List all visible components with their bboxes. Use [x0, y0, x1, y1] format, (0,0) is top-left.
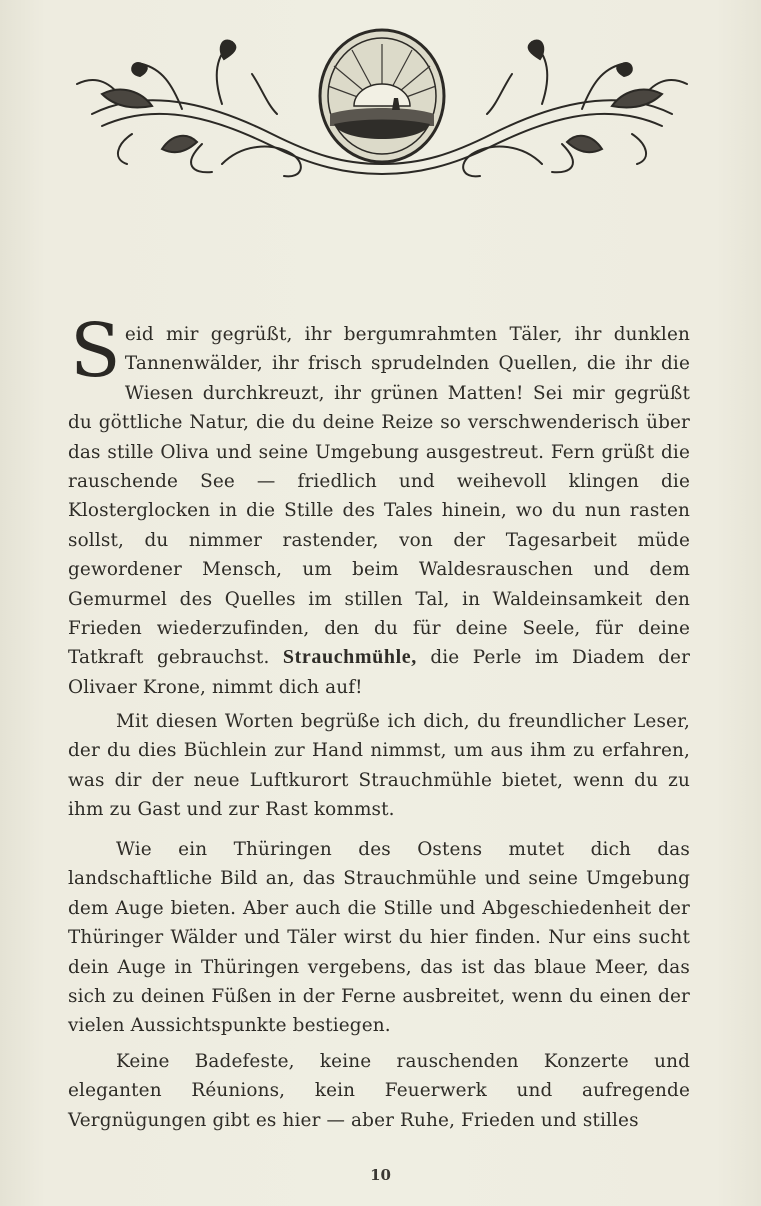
dropcap-letter: S — [70, 308, 121, 394]
paragraph-intro-text-b: die Perle im Diadem der Olivaer Krone, nimmt dich auf! — [68, 647, 691, 698]
paragraph-landscape: Wie ein Thüringen des Ostens mutet dich das landschaftliche Bild an, das Strauchmühle und seine Umgebung dem Auge bieten. Aber auch die Stille und Abgeschiedenheit der Thüringer Wälder und Täler wirst du hier finden. Nur eins sucht dein Auge in Thüringen vergebens, das ist das blaue Meer, das sich zu deinen Füßen in der Ferne ausbreitet, wenn du einen der vielen Aussichtspunkte bestiegen. — [68, 839, 690, 1037]
place-name-bold: Strauchmühle, — [282, 646, 417, 669]
paragraph-tranquility: Keine Badefeste, keine rauschenden Konzerte und eleganten Réunions, kein Feuerwerk und aufregende Vergnügungen gibt es hier — aber Ruhe, Frieden und stilles — [68, 1051, 690, 1131]
paragraph-intro — [68, 308, 691, 702]
floral-header-ornament — [72, 14, 692, 184]
paragraph-greeting: Mit diesen Worten begrüße ich dich, du freundlicher Leser, der du dies Büchlein zur Hand nimmst, um aus ihm zu erfahren, was dir der neue Luftkurort Strauchmühle bietet, wenn du zu ihm zu Gast und zur Rast kommst. — [68, 711, 690, 821]
page-number: 10 — [370, 1166, 391, 1184]
paragraph-intro-text-a: eid mir gegrüßt, ihr bergumrahmten Täler, ihr dunklen Tannenwälder, ihr frisch sprudelnden Quellen, die ihr die Wiesen durchkreuzt, ihr grünen Matten! Sei mir gegrüßt du göttliche Natur, die du deine Reize so verschwenderisch über das stille Oliva und seine Umgebung ausgestreut. Fern grüßt die rauschende See — friedlich und weihevoll klingen die Klosterglocken in die Stille des Tales hinein, wo du nun rasten sollst, du nimmer rastender, von der Tagesarbeit müde gewordener Mensch, um beim Waldesrauschen und dem Gemurmel des Quelles im stillen Tal, in Waldeinsamkeit den Frieden wiederzufinden, den du für deine Seele, für deine Tatkraft gebrauchst. — [68, 324, 690, 669]
